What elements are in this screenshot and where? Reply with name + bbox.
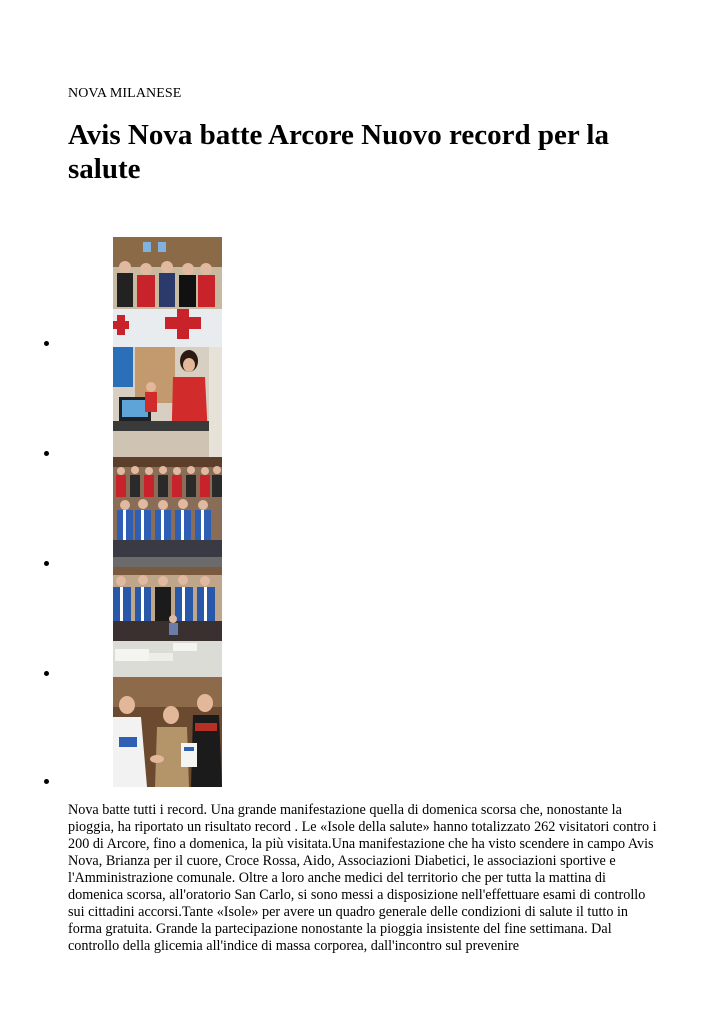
list-bullet-2 — [44, 451, 49, 456]
article-body: Nova batte tutti i record. Una grande manifestazione quella di domenica scorsa che, nonostante la pioggia, ha riportato un risultato record . Le «Isole della salute» hanno totalizzato 262 visitatori contro i 200 di Arcore, fino a domenica, la più visitata.Una manifestazione che ha visto scendere in campo Avis Nova, Brianza per il cuore, Croce Rossa, Aido, Associazioni Diabetici, le associazioni sportive e l'Amministrazione comunale. Oltre a loro anche medici del territorio che per tutta la mattina di domenica scorsa, all'oratorio San Carlo, si sono messi a disposizione nell'effettuare esami di controllo sui cittadini accorsi.Tante «Isole» per avere un quadro generale delle condizioni di salute il tutto in forma gratuita. Grande la partecipazione nonostante la pioggia insistente del fine settimana. Dal controllo della glicemia all'indice di massa corporea, dall'incontro sul prevenire — [68, 802, 657, 954]
woman-red-jacket-laptop-photo — [113, 347, 222, 457]
list-bullet-5 — [44, 779, 49, 784]
seated-group-blue-jackets-photo — [113, 567, 222, 677]
gallery-item-2[interactable] — [113, 347, 222, 457]
gallery-item-5[interactable] — [113, 677, 222, 787]
handshake-award-photo — [113, 677, 222, 787]
list-bullet-4 — [44, 671, 49, 676]
gallery-item-3[interactable] — [113, 457, 222, 567]
group-blue-jackets-photo — [113, 457, 222, 567]
list-bullet-1 — [44, 341, 49, 346]
gallery-item-1[interactable] — [113, 237, 222, 347]
section-kicker: NOVA MILANESE — [68, 86, 182, 101]
article-title: Avis Nova batte Arcore Nuovo record per la salute — [68, 119, 609, 185]
gallery-item-4[interactable] — [113, 567, 222, 677]
list-bullet-3 — [44, 561, 49, 566]
volunteers-red-cross-banner-photo — [113, 237, 222, 347]
